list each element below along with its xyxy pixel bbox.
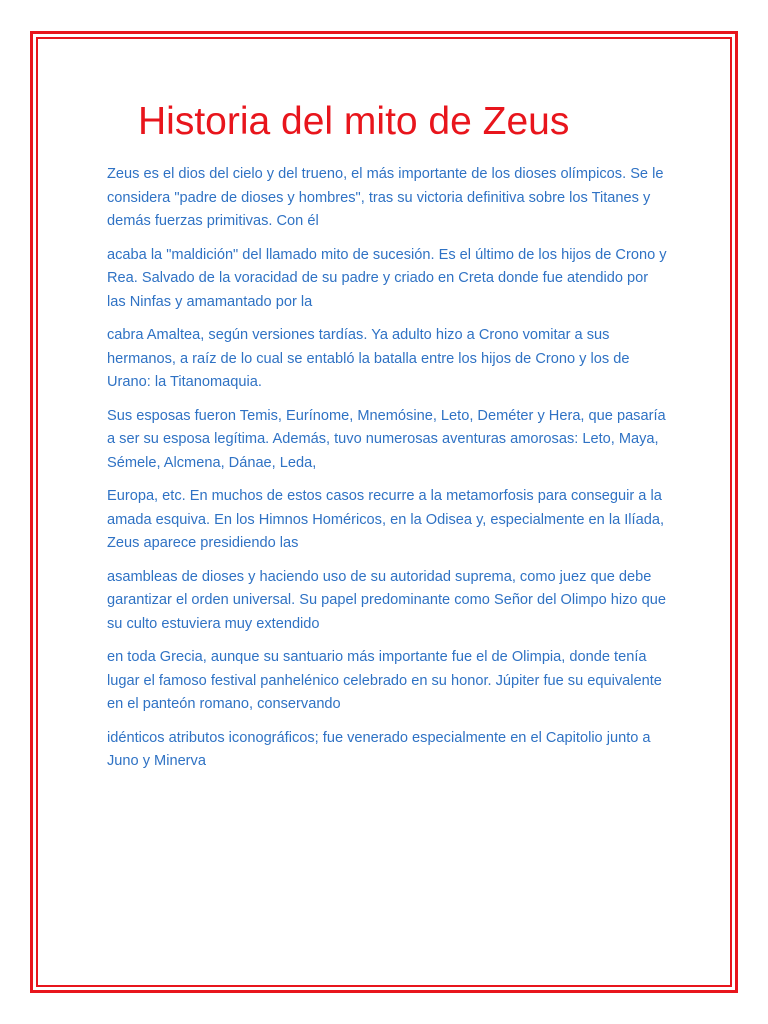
paragraph: idénticos atributos iconográficos; fue venerado especialmente en el Capitolio junto a Juno y Minerva — [107, 729, 651, 769]
paragraph: cabra Amaltea, según versiones tardías. Ya adulto hizo a Crono vomitar a sus hermanos, a raíz de lo cual se entabló la batalla entre los hijos de Crono y los de Urano: la Titanomaquia. — [107, 327, 630, 390]
paragraph: asambleas de dioses y haciendo uso de su autoridad suprema, como juez que debe garantizar el orden universal. Su papel predominante como Señor del Olimpo hizo que su culto estuviera muy extendido — [107, 568, 666, 632]
paragraph: Zeus es el dios del cielo y del trueno, el más importante de los dioses olímpicos. Se le considera "padre de dioses y hombres", tras su victoria definitiva sobre los Titanes y demás fuerzas primitivas. Con él — [107, 166, 664, 229]
paragraph: acaba la "maldición" del llamado mito de sucesión. Es el último de los hijos de Crono y Rea. Salvado de la voracidad de su padre y criado en Creta donde fue atendido por las Ninfas y amamantado por la — [107, 246, 667, 310]
document-body — [107, 163, 667, 784]
paragraph: Sus esposas fueron Temis, Eurínome, Mnemósine, Leto, Deméter y Hera, que pasaría a ser su esposa legítima. Además, tuvo numerosas aventuras amorosas: Leto, Maya, Sémele, Alcmena, Dánae, Leda, — [107, 407, 666, 471]
paragraph: Europa, etc. En muchos de estos casos recurre a la metamorfosis para conseguir a la amada esquiva. En los Himnos Homéricos, en la Odisea y, especialmente en la Ilíada, Zeus aparece presidiendo las — [107, 488, 665, 551]
paragraph: en toda Grecia, aunque su santuario más importante fue el de Olimpia, donde tenía lugar el famoso festival panhelénico celebrado en su honor. Júpiter fue su equivalente en el panteón romano, conservando — [107, 649, 662, 712]
page-title: Historia del mito de Zeus — [138, 100, 570, 143]
